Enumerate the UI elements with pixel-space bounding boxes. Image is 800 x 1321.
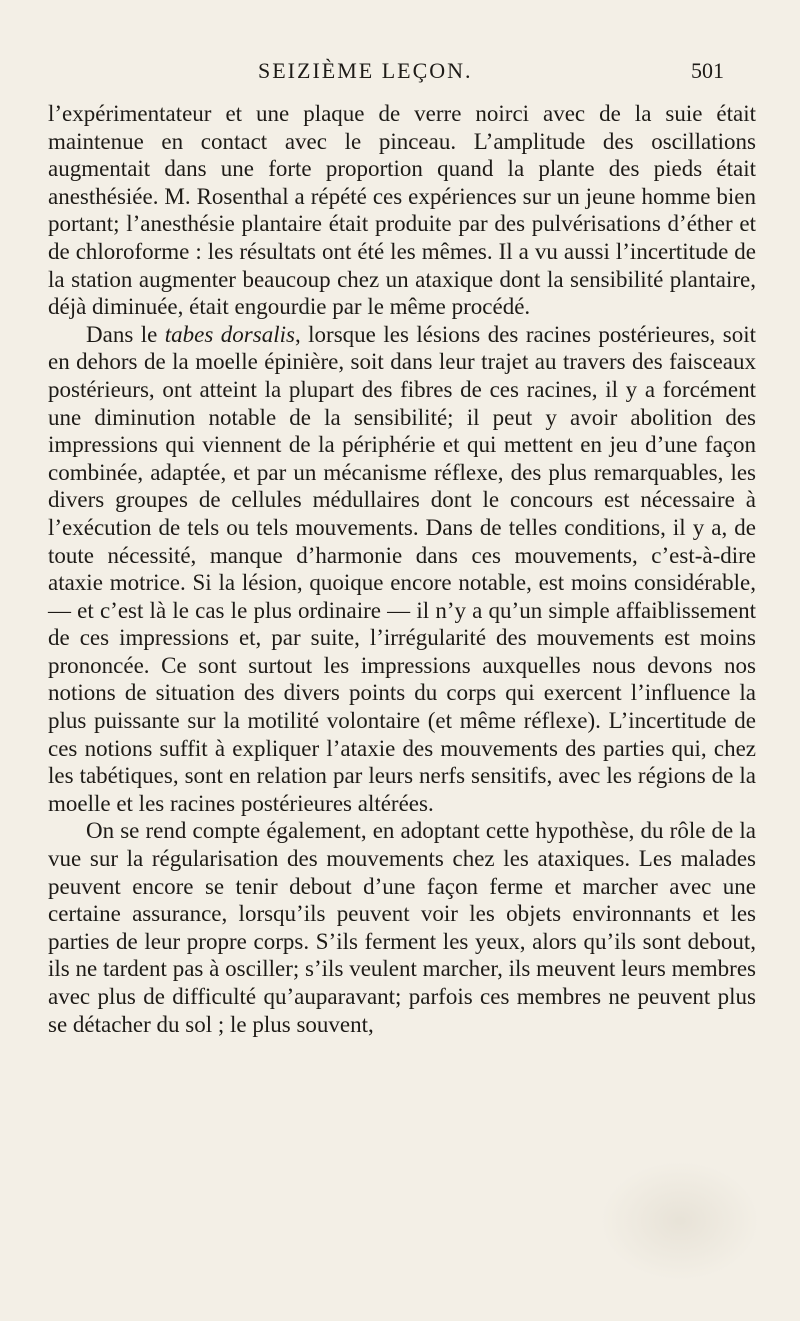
paragraph-tabes-lead: Dans le (86, 321, 165, 347)
paragraph-tabes (48, 321, 756, 818)
paragraph-continuation: l’expérimentateur et une plaque de verre noirci avec de la suie était maintenue en contact avec le pinceau. L’amplitude des oscillations augmentait dans une forte proportion quand la plante des pieds était anesthésiée. M. Rosenthal a répété ces expériences sur un jeune homme bien portant; l’anesthésie plantaire était produite par des pulvérisations d’éther et de chloroforme : les résultats ont été les mêmes. Il a vu aussi l’incertitude de la station augmenter beaucoup chez un ataxique dont la sensibilité plantaire, déjà diminuée, était engourdie par le même procédé. (48, 101, 756, 320)
body-text (48, 100, 756, 1038)
paragraph-tabes-body: , lorsque les lésions des racines postérieures, soit en dehors de la moelle épinière, soit dans leur trajet au travers des faisceaux postérieurs, ont atteint la plupart des fibres de ces racines, il y a forcément une diminution notable de la sensibilité; il peut y avoir abolition des impressions qui viennent de la périphérie et qui mettent en jeu d’une façon combinée, adaptée, et par un mécanisme réflexe, des plus remarquables, les divers groupes de cellules médullaires dont le concours est nécessaire à l’exécution de tels ou tels mouvements. Dans de telles conditions, il y a, de toute nécessité, manque d’harmonie dans ces mouvements, c’est-à-dire ataxie motrice. Si la lésion, quoique encore notable, est moins considérable, — et c’est là le cas le plus ordinaire — il n’y a qu’un simple affaiblissement de ces impressions et, par suite, l’irrégularité des mouvements est moins prononcée. Ce sont surtout les impressions auxquelles nous devons nos notions de situation des divers points du corps qui exercent l’influence la plus puissante sur la motilité volontaire (et même réflexe). L’incertitude de ces notions suffit à expliquer l’ataxie des mouvements des parties qui, chez les tabétiques, sont en relation par leurs nerfs sensitifs, avec les régions de la moelle et les racines postérieures altérées. (48, 321, 756, 816)
italic-term: tabes dorsalis (164, 321, 295, 347)
running-title: SEIZIÈME LEÇON. (258, 58, 473, 83)
running-header (0, 54, 800, 90)
paragraph-vision: On se rend compte également, en adoptant cette hypothèse, du rôle de la vue sur la régularisation des mouvements chez les ataxiques. Les malades peuvent encore se tenir debout d’une façon ferme et marcher avec une certaine assurance, lorsqu’ils peuvent voir les objets environnants et les parties de leur propre corps. S’ils ferment les yeux, alors qu’ils sont debout, ils ne tardent pas à osciller; s’ils veulent marcher, ils meuvent leurs membres avec plus de difficulté qu’auparavant; parfois ces membres ne peuvent plus se détacher du sol ; le plus souvent, (48, 818, 756, 1037)
paper-stain (600, 1161, 760, 1281)
page-number: 501 (691, 58, 724, 83)
